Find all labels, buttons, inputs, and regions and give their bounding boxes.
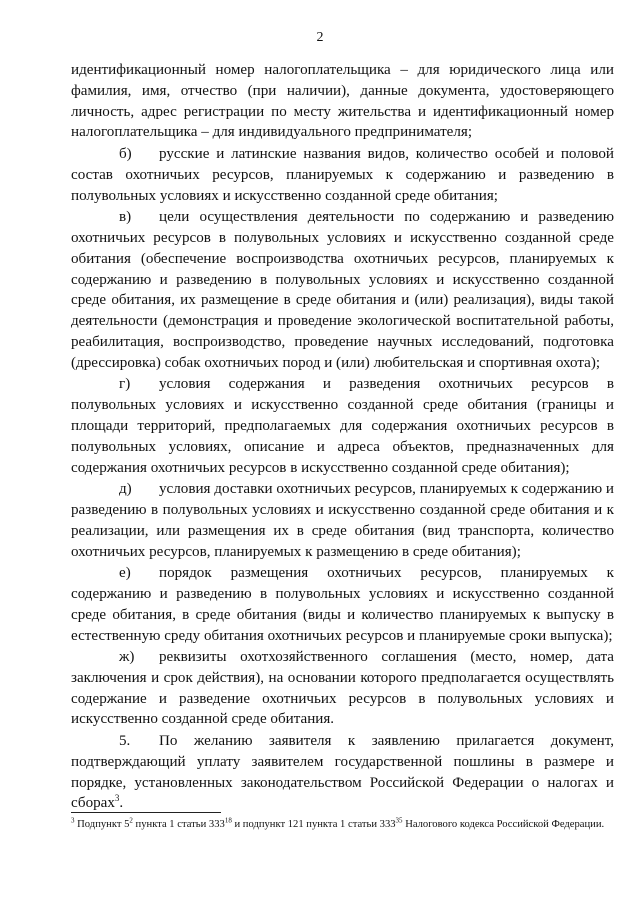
point-text: По желанию заявителя к заявлению прилагается документ, подтверждающий уплату заявителем государственной пошлины в размере и порядке, установленных законодательством Российской Федерации о налогах и сборах — [71, 733, 614, 812]
item-text: русские и латинские названия видов, количество особей и половой состав охотничьих ресурсов, планируемых к содержанию и разведению в полувольных условиях и искусственно созданной среде обитания; — [71, 145, 614, 204]
item-e — [71, 563, 614, 646]
point-5 — [71, 731, 614, 814]
footnote-text: и подпункт 121 пункта 1 статьи 333 — [231, 819, 396, 830]
point-marker: 5. — [119, 733, 131, 750]
item-marker: г) — [119, 376, 131, 393]
item-v — [71, 207, 614, 373]
item-marker: б) — [119, 145, 132, 162]
page-number: 2 — [316, 30, 324, 45]
footnote — [71, 818, 614, 832]
item-marker: в) — [119, 209, 132, 226]
item-text: условия содержания и разведения охотничьих ресурсов в полувольных условиях и искусственно созданной среде обитания (границы и площади территорий, предполагаемых для содержания охотничьих ресурсов в полувольных условиях, описание и адреса объектов, предназначенных для содержания охотничьих ресурсов в искусственно созданной среде обитания); — [71, 376, 614, 476]
footnote-superscript: 2 — [129, 816, 133, 825]
footnote-text: Подпункт 5 — [77, 819, 130, 830]
footnote-reference: 3 — [114, 793, 120, 804]
footnote-superscript: 35 — [395, 816, 403, 825]
item-zh — [71, 647, 614, 730]
document-body — [71, 60, 614, 814]
item-marker: е) — [119, 565, 131, 582]
item-g — [71, 374, 614, 478]
intro-paragraph: идентификационный номер налогоплательщика – для юридического лица или фамилия, имя, отчество (при наличии), данные документа, удостоверяющего личность, адрес регистрации по месту жительства и идентификационный номер налогоплательщика – для индивидуального предпринимателя; — [71, 62, 614, 141]
footnote-text: пункта 1 статьи 333 — [132, 819, 225, 830]
footnote-superscript: 18 — [224, 816, 232, 825]
item-text: реквизиты охотхозяйственного соглашения (место, номер, дата заключения и срок действия), на основании которого предполагается осуществлять содержание и разведение охотничьих ресурсов в полувольных условиях и искусственно созданной среде обитания. — [71, 649, 614, 728]
item-marker: ж) — [119, 649, 135, 666]
item-b — [71, 144, 614, 206]
footnote-text: Налогового кодекса Российской Федерации. — [402, 819, 605, 830]
item-marker: д) — [119, 481, 132, 498]
footnote-mark: 3 — [71, 816, 75, 825]
footnote-divider — [71, 812, 221, 813]
point-end: . — [119, 795, 124, 812]
item-d — [71, 479, 614, 562]
item-text: цели осуществления деятельности по содержанию и разведению охотничьих ресурсов в полувольных условиях и искусственно созданной среде обитания (обеспечение воспроизводства охотничьих ресурсов, планируемых к содержанию и разведению в полувольных условиях и искусственно созданной среде обитания, их размещение в среде обитания и (или) реализация), виды такой деятельности (демонстрация и проведение экологической воспитательной работы, реабилитация, воспроизводство, проведение научных исследований, подготовка (дрессировка) собак охотничьих пород и (или) любительская и спортивная охота); — [71, 209, 614, 371]
item-text: порядок размещения охотничьих ресурсов, планируемых к содержанию и разведению в полувольных условиях и искусственно созданной среде обитания, в среде обитания (виды и количество планируемых к выпуску в естественную среду обитания охотничьих ресурсов и планируемые сроки выпуска); — [71, 565, 614, 644]
item-text: условия доставки охотничьих ресурсов, планируемых к содержанию и разведению в полувольных условиях и искусственно созданной среде обитания и к реализации, или размещения их в среде обитания (вид транспорта, количество охотничьих ресурсов, планируемых к размещению в среде обитания); — [71, 481, 614, 560]
